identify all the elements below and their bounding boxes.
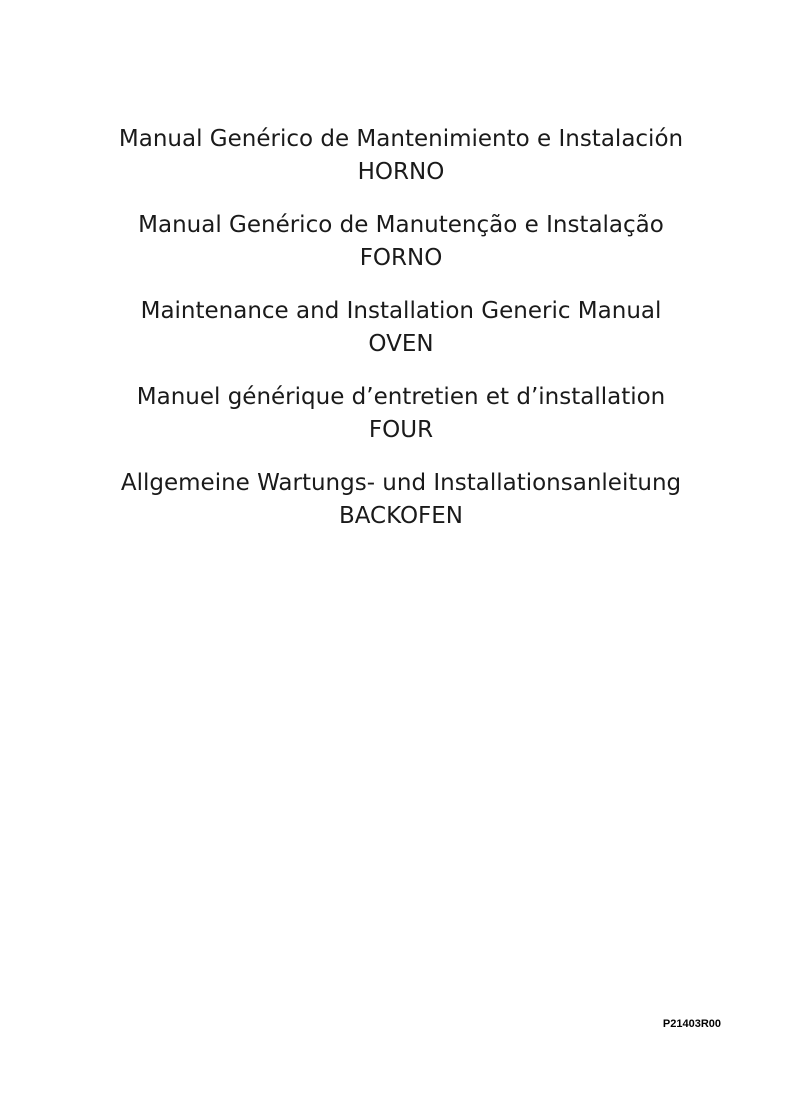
manual-titles	[0, 123, 802, 553]
manual-title-french: Manuel générique d’entretien et d’installation	[136, 384, 666, 410]
title-block-spanish	[0, 123, 802, 189]
product-name-english: OVEN	[368, 331, 434, 357]
product-name-spanish: HORNO	[357, 159, 445, 185]
product-name-portuguese: FORNO	[359, 245, 443, 271]
product-name-german: BACKOFEN	[338, 503, 464, 529]
title-block-english	[0, 295, 802, 361]
manual-title-portuguese: Manual Genérico de Manutenção e Instalação	[138, 212, 664, 238]
product-name-french: FOUR	[368, 417, 434, 443]
document-code: P21403R00	[662, 1018, 721, 1030]
title-block-german	[0, 467, 802, 533]
title-block-french	[0, 381, 802, 447]
manual-title-english: Maintenance and Installation Generic Manual	[140, 298, 662, 324]
manual-title-german: Allgemeine Wartungs- und Installationsanleitung	[120, 470, 682, 496]
title-block-portuguese	[0, 209, 802, 275]
manual-title-spanish: Manual Genérico de Mantenimiento e Instalación	[118, 126, 684, 152]
